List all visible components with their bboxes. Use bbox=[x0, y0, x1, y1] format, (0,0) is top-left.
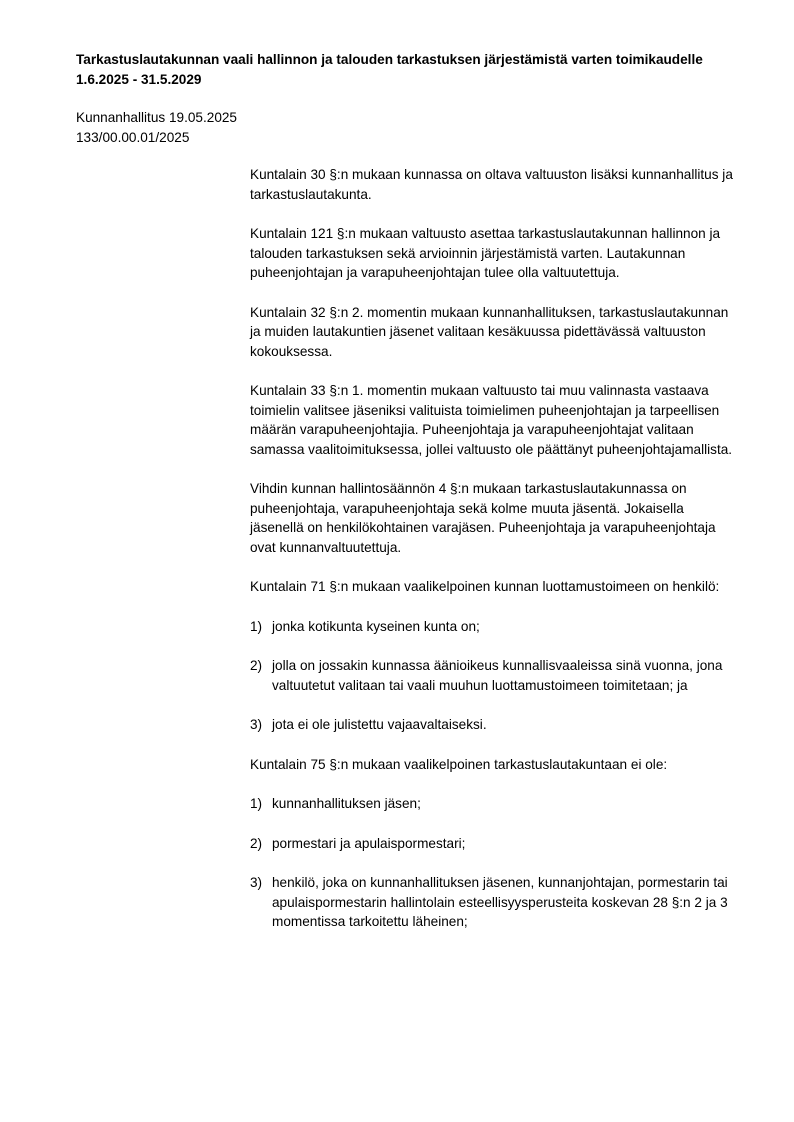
list-item bbox=[250, 794, 740, 814]
list-number: 2) bbox=[250, 658, 263, 673]
document-title: Tarkastuslautakunnan vaali hallinnon ja talouden tarkastuksen järjestämistä varten toimikaudelle 1.6.2025 - 31.5.2029 bbox=[76, 52, 703, 87]
eligibility-list bbox=[250, 617, 740, 735]
list-number: 1) bbox=[250, 618, 263, 634]
list-text: jota ei ole julistettu vajaavaltaiseksi. bbox=[272, 717, 487, 732]
list-number: 3) bbox=[250, 717, 263, 732]
paragraph: Kuntalain 71 §:n mukaan vaalikelpoinen kunnan luottamustoimeen on henkilö: bbox=[250, 579, 720, 594]
document-body bbox=[250, 165, 740, 952]
list-item bbox=[250, 715, 740, 735]
paragraph: Kuntalain 33 §:n 1. momentin mukaan valtuusto tai muu valinnasta vastaava toimielin valitsee jäseniksi valituista toimielimen puheenjohtajan ja tarpeellisen määrän varapuheenjohtajia. Puheenjohtaja ja varapuheenjohtajat valitaan samassa vaalitoimituksessa, jollei valtuusto ole päättänyt puheenjohtajamallista. bbox=[250, 383, 733, 457]
list-number: 2) bbox=[250, 835, 263, 851]
paragraph: Kuntalain 30 §:n mukaan kunnassa on oltava valtuuston lisäksi kunnanhallitus ja tarkastuslautakunta. bbox=[250, 167, 733, 202]
meeting-body-date: Kunnanhallitus 19.05.2025 bbox=[76, 110, 237, 125]
list-text: jonka kotikunta kyseinen kunta on; bbox=[272, 618, 480, 634]
list-text: henkilö, joka on kunnanhallituksen jäsenen, kunnanjohtajan, pormestarin tai apulaispormestarin hallintolain esteellisyysperusteita koskevan 28 §:n 2 ja 3 momentissa tarkoitettu läheinen; bbox=[272, 875, 728, 929]
list-item bbox=[250, 656, 740, 695]
list-text: jolla on jossakin kunnassa äänioikeus kunnallisvaaleissa sinä vuonna, jona valtuutetut valitaan tai vaali muuhun luottamustoimeen toimitetaan; ja bbox=[272, 658, 723, 693]
paragraph: Kuntalain 32 §:n 2. momentin mukaan kunnanhallituksen, tarkastuslautakunnan ja muiden lautakuntien jäsenet valitaan kesäkuussa pidettävässä valtuuston kokouksessa. bbox=[250, 304, 729, 359]
list-number: 3) bbox=[250, 875, 263, 890]
ineligibility-list bbox=[250, 794, 740, 932]
document-meta bbox=[76, 108, 237, 148]
list-text: pormestari ja apulaispormestari; bbox=[272, 835, 466, 851]
list-number: 1) bbox=[250, 796, 263, 811]
list-text: kunnanhallituksen jäsen; bbox=[272, 796, 421, 811]
list-item bbox=[250, 873, 740, 932]
record-number: 133/00.00.01/2025 bbox=[76, 130, 190, 145]
paragraph: Kuntalain 75 §:n mukaan vaalikelpoinen tarkastuslautakuntaan ei ole: bbox=[250, 756, 668, 772]
paragraph: Vihdin kunnan hallintosäännön 4 §:n mukaan tarkastuslautakunnassa on puheenjohtaja, varapuheenjohtaja sekä kolme muuta jäsentä. Jokaisella jäsenellä on henkilökohtainen varajäsen. Puheenjohtaja ja varapuheenjohtaja ovat kunnanvaltuutettuja. bbox=[250, 481, 716, 555]
list-item bbox=[250, 617, 740, 637]
paragraph: Kuntalain 121 §:n mukaan valtuusto asettaa tarkastuslautakunnan hallinnon ja talouden tarkastuksen sekä arvioinnin järjestämistä varten. Lautakunnan puheenjohtajan ja varapuheenjohtajan tulee olla valtuutettuja. bbox=[250, 226, 721, 280]
list-item bbox=[250, 834, 740, 854]
